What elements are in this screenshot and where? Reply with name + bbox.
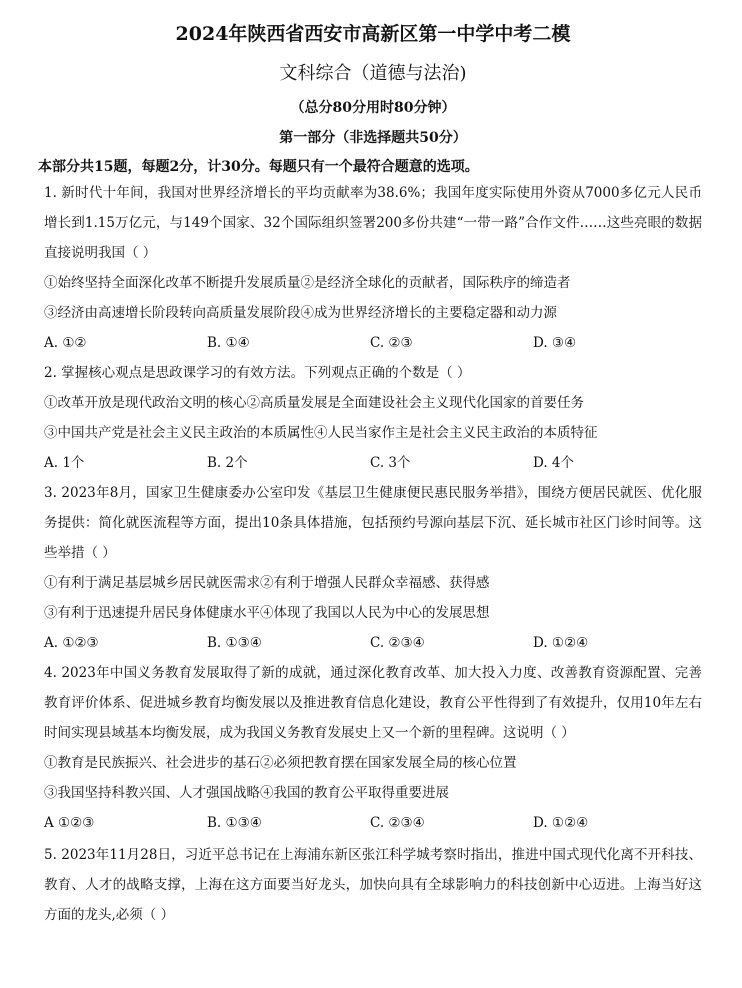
score-info: （总分80分用时80分钟）: [290, 100, 456, 116]
choice-a: A. ①②: [44, 335, 87, 351]
statement-line: ③中国共产党是社会主义民主政治的本质属性④人民当家作主是社会主义民主政治的本质特征: [44, 425, 598, 441]
statement-line: ①始终坚持全面深化改革不断提升发展质量②是经济全球化的贡献者，国际秩序的缔造者: [44, 275, 571, 291]
question-1: [44, 178, 702, 358]
choice-b: B. ①③④: [207, 635, 262, 651]
question-stem: 2. 掌握核心观点是思政课学习的有效方法。下列观点正确的个数是（ ）: [44, 365, 471, 381]
choice-c: C. ②③④: [370, 815, 425, 831]
choice-b: B. ①④: [207, 335, 250, 351]
choice-c: C. ②③: [370, 335, 413, 351]
part-heading: 第一部分（非选择题共50分）: [279, 130, 467, 146]
choice-b: B. ①③④: [207, 815, 262, 831]
choice-a: A ①②③: [44, 815, 95, 831]
choice-d: D. ③④: [533, 335, 577, 351]
answer-choices: [44, 448, 702, 478]
statement-line: ①教育是民族振兴、社会进步的基石②必须把教育摆在国家发展全局的核心位置: [44, 755, 517, 771]
statement-line: ③我国坚持科教兴国、人才强国战略④我国的教育公平取得重要进展: [44, 785, 449, 801]
choice-a: A. 1个: [44, 455, 85, 471]
question-2: [44, 358, 702, 478]
statement-line: ③有利于迅速提升居民身体健康水平④体现了我国以人民为中心的发展思想: [44, 605, 490, 621]
exam-title: 2024年陕西省西安市高新区第一中学中考二模: [175, 23, 571, 45]
choice-c: C. ②③④: [370, 635, 425, 651]
question-stem: 5. 2023年11月28日，习近平总书记在上海浦东新区张江科学城考察时指出，推进中国式现代化离不开科技、教育、人才的战略支撑，上海在这方面要当好龙头，加快向具有全球影响力的科技创新中心迈进。上海当好这方面的龙头,必须（ ）: [44, 847, 702, 923]
choice-d: D. ①②④: [533, 635, 589, 651]
answer-choices: [44, 808, 702, 838]
question-stem: 1. 新时代十年间，我国对世界经济增长的平均贡献率为38.6%；我国年度实际使用外资从7000多亿元人民币增长到1.15万亿元，与149个国家、32个国际组织签署200多份共建“一带一路”合作文件……这些亮眼的数据直接说明我国（ ）: [44, 185, 702, 261]
choice-a: A. ①②③: [44, 635, 99, 651]
statement-line: ①有利于满足基层城乡居民就医需求②有利于增强人民群众幸福感、获得感: [44, 575, 490, 591]
question-5: [44, 840, 702, 930]
answer-choices: [44, 628, 702, 658]
question-4: [44, 658, 702, 838]
choice-d: D. 4个: [533, 455, 575, 471]
exam-subtitle: 文科综合（道德与法治): [279, 63, 467, 84]
statement-line: ③经济由高速增长阶段转向高质量发展阶段④成为世界经济增长的主要稳定器和动力源: [44, 305, 557, 321]
choice-b: B. 2个: [207, 455, 248, 471]
question-stem: 3. 2023年8月，国家卫生健康委办公室印发《基层卫生健康便民惠民服务举措》，围绕方便居民就医、优化服务提供：简化就医流程等方面，提出10条具体措施，包括预约号源向基层下沉、延长城市社区门诊时间等。这些举措（ ）: [44, 485, 702, 561]
answer-choices: [44, 328, 702, 358]
question-stem: 4. 2023年中国义务教育发展取得了新的成就，通过深化教育改革、加大投入力度、改善教育资源配置、完善教育评价体系、促进城乡教育均衡发展以及推进教育信息化建设，教育公平性得到了有效提升，仅用10年左右时间实现县域基本均衡发展，成为我国义务教育发展史上又一个新的里程碑。这说明（ ）: [44, 665, 702, 741]
question-3: [44, 478, 702, 658]
statement-line: ①改革开放是现代政治文明的核心②高质量发展是全面建设社会主义现代化国家的首要任务: [44, 395, 584, 411]
choice-c: C. 3个: [370, 455, 411, 471]
choice-d: D. ①②④: [533, 815, 589, 831]
section-instructions: 本部分共15题，每题2分，计30分。每题只有一个最符合题意的选项。: [38, 159, 479, 175]
